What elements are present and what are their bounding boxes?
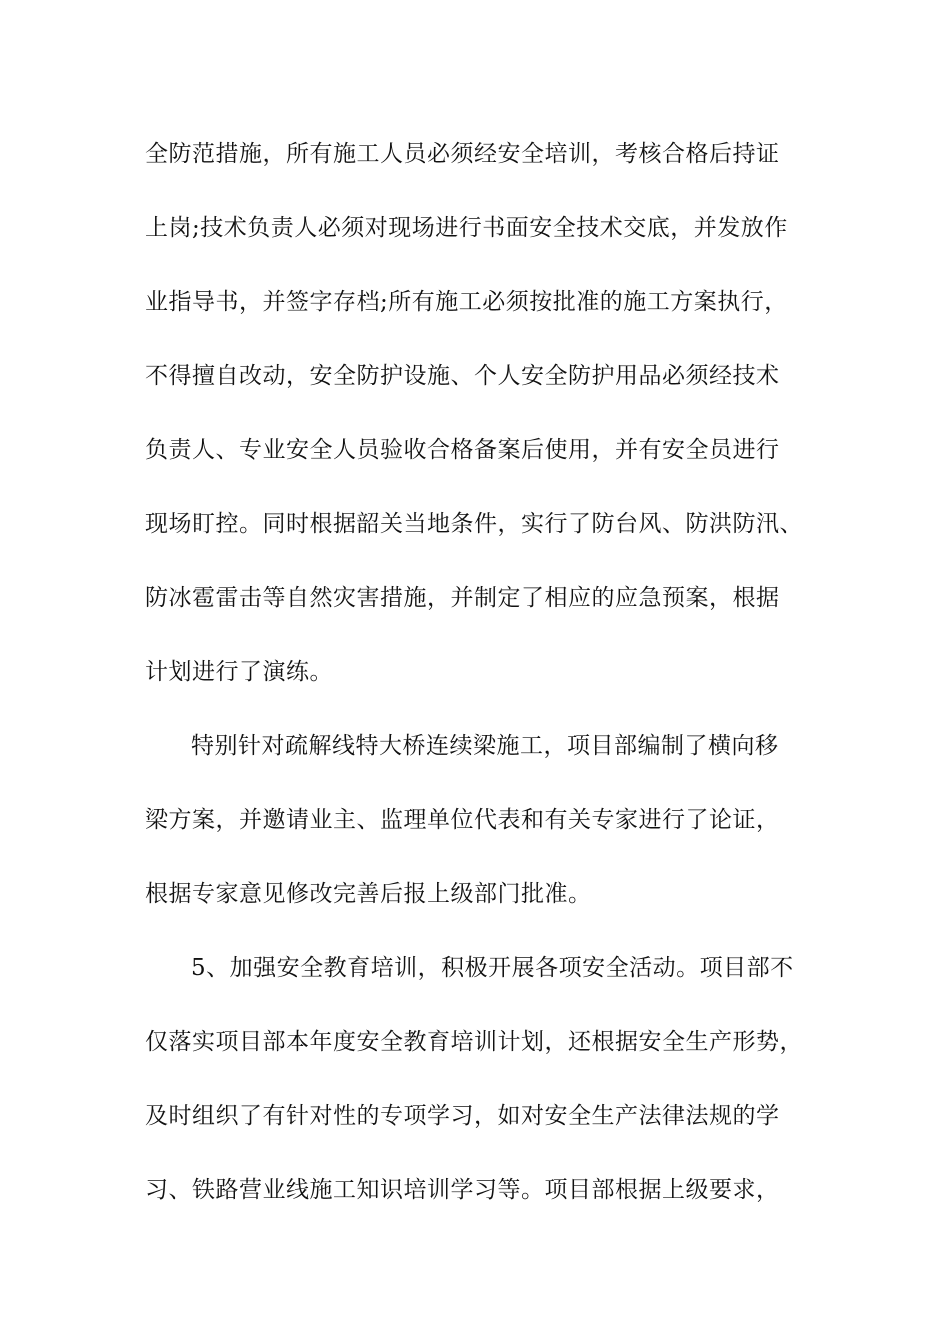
- paragraph-start-line: 特别针对疏解线特大桥连续梁施工，项目部编制了横向移: [191, 733, 779, 759]
- text-line: 梁方案，并邀请业主、监理单位代表和有关专家进行了论证，: [145, 807, 780, 833]
- text-line: 防冰雹雷击等自然灾害措施，并制定了相应的应急预案，根据: [145, 585, 780, 611]
- text-line: 现场盯控。同时根据韶关当地条件，实行了防台风、防洪防汛、: [145, 511, 803, 537]
- document-body: [145, 128, 825, 1238]
- text-line: 不得擅自改动，安全防护设施、个人安全防护用品必须经技术: [145, 363, 780, 389]
- text-line: 负责人、专业安全人员验收合格备案后使用，并有安全员进行: [145, 437, 780, 463]
- text-line: 仅落实项目部本年度安全教育培训计划，还根据安全生产形势，: [145, 1029, 803, 1055]
- text-line: 上岗;技术负责人必须对现场进行书面安全技术交底，并发放作: [145, 215, 788, 241]
- text-line: 全防范措施，所有施工人员必须经安全培训，考核合格后持证: [145, 141, 780, 167]
- text-line: 计划进行了演练。: [145, 659, 333, 685]
- text-line: 及时组织了有针对性的专项学习，如对安全生产法律法规的学: [145, 1103, 780, 1129]
- text-line: 习、铁路营业线施工知识培训学习等。项目部根据上级要求，: [145, 1177, 780, 1203]
- paragraph-start-line: 5、加强安全教育培训，积极开展各项安全活动。项目部不: [191, 955, 794, 981]
- text-line: 业指导书，并签字存档;所有施工必须按批准的施工方案执行，: [145, 289, 788, 315]
- text-line: 根据专家意见修改完善后报上级部门批准。: [145, 881, 592, 907]
